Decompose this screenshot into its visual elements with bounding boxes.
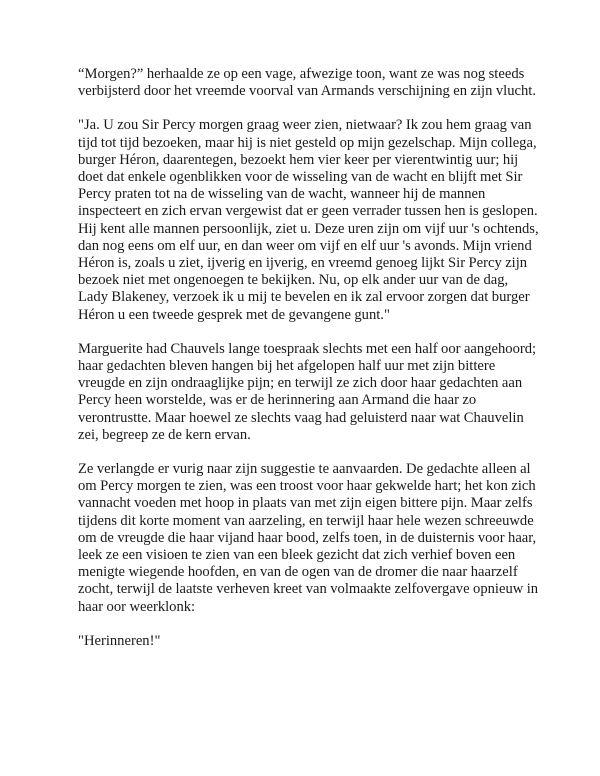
paragraph-5: "Herinneren!" — [78, 632, 161, 649]
paragraph-3: Marguerite had Chauvels lange toespraak slechts met een half oor aangehoord; haar gedachten bleven hangen bij het afgelopen half uur met zijn bittere vreugde en zijn ondraaglijke pijn; en terwijl ze zich door haar gedachten aan Percy heen worstelde, was er de herinnering aan Armand die haar zo verontrustte. Maar hoewel ze slechts vaag had geluisterd naar wat Chauvelin zei, begreep ze de kern ervan. — [78, 340, 537, 443]
paragraph-4: Ze verlangde er vurig naar zijn suggestie te aanvaarden. De gedachte alleen al om Percy morgen te zien, was een troost voor haar gekwelde hart; het kon zich vannacht voeden met hoop in plaats van met zijn eigen bittere pijn. Maar zelfs tijdens dit korte moment van aarzeling, en terwijl haar hele wezen schreeuwde om de vreugde die haar vijand haar bood, zelfs toen, in de duisternis voor haar, leek ze een visioen te zien van een bleek gezicht dat zich verhief boven een menigte wiegende hoofden, en van de ogen van de dromer die naar haarzelf zocht, terwijl de laatste verheven kreet van volmaakte zelfovergave opnieuw in haar oor weerklonk: — [78, 461, 539, 615]
paragraph-2: "Ja. U zou Sir Percy morgen graag weer zien, nietwaar? Ik zou hem graag van tijd tot tijd bezoeken, maar hij is niet gesteld op mijn gezelschap. Mijn collega, burger Héron, daarentegen, bezoekt hem vier keer per vierentwintig uur; hij doet dat enkele ogenblikken voor de wisseling van de wacht en blijft met Sir Percy praten tot na de wisseling van de wacht, wanneer hij de mannen inspecteert en zich ervan vergewist dat er geen verrader tussen hen is geslopen. Hij kent alle mannen persoonlijk, ziet u. Deze uren zijn om vijf uur 's ochtends, dan nog eens om elf uur, en dan weer om vijf en elf uur 's avonds. Mijn vriend Héron is, zoals u ziet, ijverig en ijverig, en vreemd genoeg lijkt Sir Percy zijn bezoek niet met ongenoegen te bekijken. Nu, op elk ander uur van de dag, Lady Blakeney, verzoek ik u mij te bevelen en ik zal ervoor zorgen dat burger Héron u een tweede gesprek met de gevangene gunt." — [78, 117, 539, 323]
paragraph-1: “Morgen?” herhaalde ze op een vage, afwezige toon, want ze was nog steeds verbijsterd door het vreemde voorval van Armands verschijning en zijn vlucht. — [78, 66, 536, 100]
